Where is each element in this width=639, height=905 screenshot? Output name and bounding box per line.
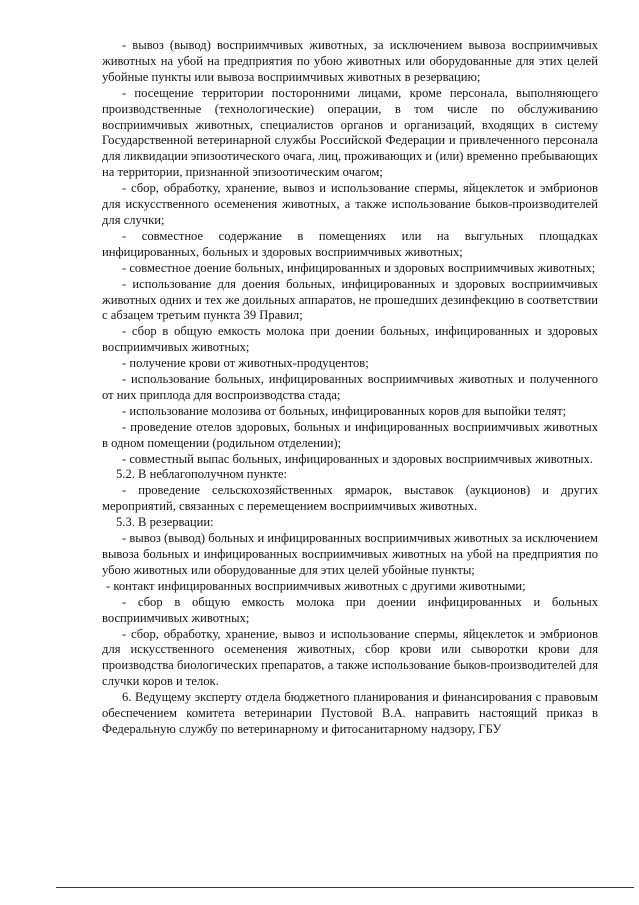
paragraph-sperm-restriction: - сбор, обработку, хранение, вывоз и использование спермы, яйцеклеток и эмбрионов для искусственного осеменения животных, а также использование быков-производителей для случки; — [102, 181, 598, 227]
paragraph-fairs: - проведение сельскохозяйственных ярмарок, выставок (аукционов) и других мероприятий, связанных с перемещением восприимчивых животных. — [102, 483, 598, 514]
paragraph-reservation-contact: - контакт инфицированных восприимчивых животных с другими животными; — [106, 578, 526, 593]
paragraph-joint-keeping: - совместное содержание в помещениях или на выгульных площадках инфицированных, больных и здоровых восприимчивых животных; — [102, 228, 598, 259]
section-5-2-heading: 5.2. В неблагополучном пункте: — [116, 467, 288, 482]
paragraph-grazing: - совместный выпас больных, инфицированных и здоровых восприимчивых животных. — [122, 451, 593, 466]
paragraph-breeding: - использование больных, инфицированных восприимчивых животных и полученного от них приплода для воспроизводства стада; — [102, 372, 598, 402]
page-bottom-rule — [56, 887, 634, 888]
paragraph-export-restriction: - вывоз (вывод) восприимчивых животных, за исключением вывоза восприимчивых животных на убой на предприятия по убою животных или оборудованные для этих целей убойные пункты или вывоза восприимчивых животных в резервацию; — [102, 38, 598, 84]
paragraph-reservation-export: - вывоз (вывод) больных и инфицированных восприимчивых животных за исключением вывоза больных и инфицированных восприимчивых животных на убой на предприятия по убою животных или оборудованные для этих целей убойные пункты; — [102, 531, 598, 577]
paragraph-milking-equipment: - использование для доения больных, инфицированных и здоровых восприимчивых животных одних и тех же доильных аппаратов, не прошедших дезинфекцию в соответствии с абзацем третьим пункта 39 Правил; — [102, 276, 598, 323]
paragraph-colostrum: - использование молозива от больных, инфицированных коров для выпойки телят; — [122, 403, 567, 418]
paragraph-joint-milking: - совместное доение больных, инфицированных и здоровых восприимчивых животных; — [122, 260, 596, 275]
paragraph-reservation-milk: - сбор в общую емкость молока при доении инфицированных и больных восприимчивых животных; — [102, 594, 598, 625]
paragraph-milk-collection: - сбор в общую емкость молока при доении больных, инфицированных и здоровых восприимчивых животных; — [102, 324, 598, 355]
paragraph-calving: - проведение отелов здоровых, больных и инфицированных восприимчивых животных в одном помещении (родильном отделении); — [102, 419, 598, 450]
paragraph-item-6: 6. Ведущему эксперту отдела бюджетного планирования и финансирования с правовым обеспечением комитета ветеринарии Пустовой В.А. направить настоящий приказ в Федеральную службу по ветеринарному и фитосанитарному надзору, ГБУ — [102, 690, 598, 736]
paragraph-blood-collection: - получение крови от животных-продуцентов; — [122, 356, 369, 371]
section-5-3-heading: 5.3. В резервации: — [116, 515, 214, 530]
paragraph-visitor-restriction: - посещение территории посторонними лицами, кроме персонала, выполняющего производственные (технологические) операции, в том числе по обслуживанию восприимчивых животных, специалистов органов и организаций, входящих в систему Государственной ветеринарной службы Российской Федерации и привлеченного персонала для ликвидации эпизоотического очага, лиц, проживающих и (или) временно пребывающих на территории, признанной эпизоотическим очагом; — [102, 85, 598, 180]
document-body — [102, 38, 598, 738]
paragraph-reservation-sperm: - сбор, обработку, хранение, вывоз и использование спермы, яйцеклеток и эмбрионов для искусственного осеменения животных, сбор крови или сыворотки крови для производства биологических препаратов, а также использование быков-производителей для случки коров и телок. — [102, 626, 598, 689]
